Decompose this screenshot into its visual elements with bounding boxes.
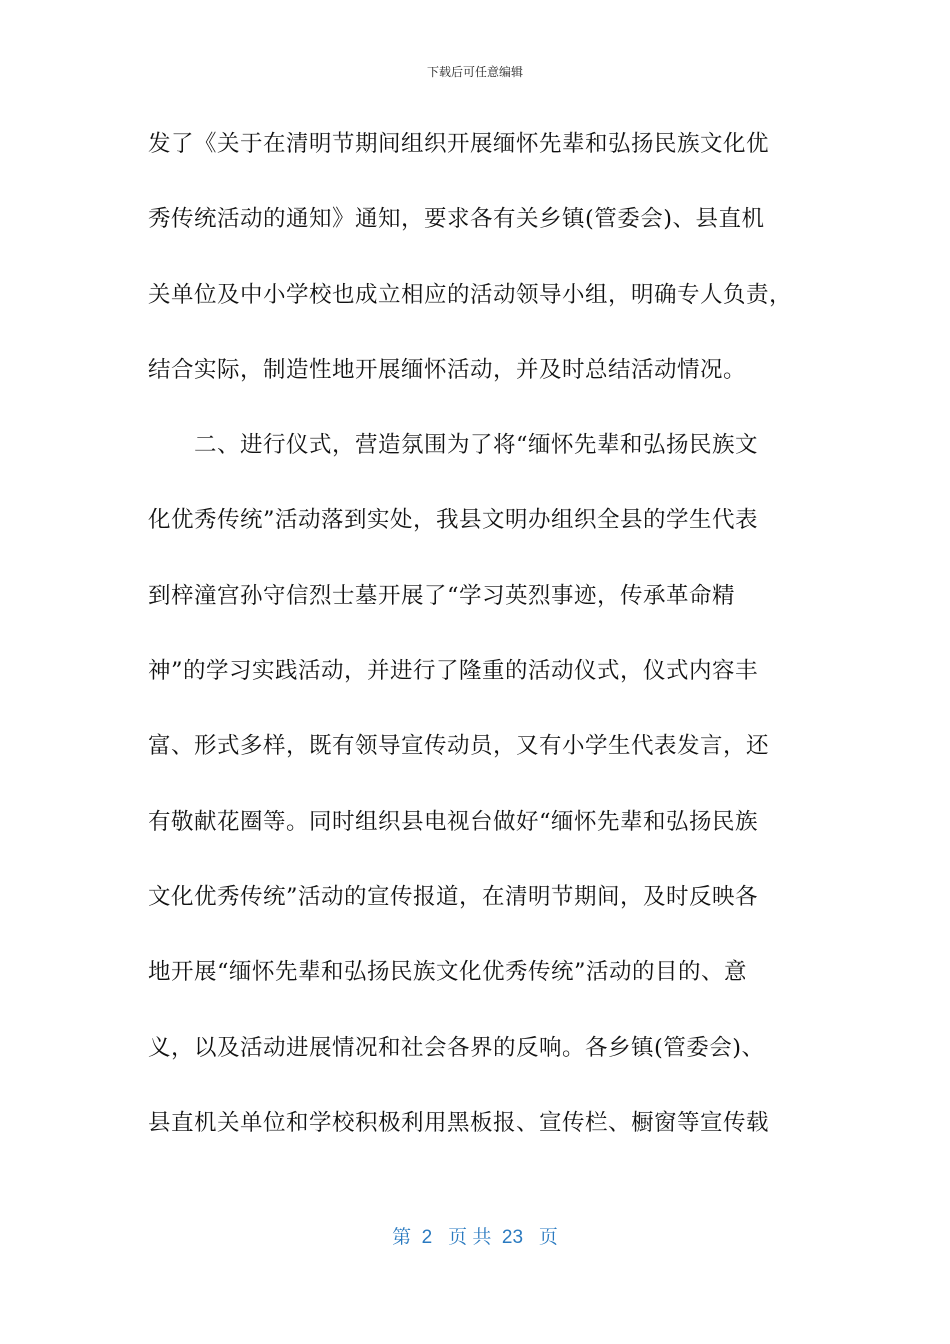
page-number-footer: 第 2 页 共 23 页 — [392, 1227, 558, 1248]
body-line: 二、进行仪式，营造氛围为了将“缅怀先辈和弘扬民族文 — [148, 432, 759, 459]
body-line: 结合实际，制造性地开展缅怀活动，并及时总结活动情况。 — [148, 356, 747, 383]
page-header: 下载后可任意编辑 — [426, 65, 523, 79]
body-line: 文化优秀传统”活动的宣传报道，在清明节期间，及时反映各 — [148, 883, 759, 910]
body-line: 到梓潼宫孙守信烈士墓开展了“学习英烈事迹，传承革命精 — [148, 582, 736, 609]
body-line: 化优秀传统”活动落到实处，我县文明办组织全县的学生代表 — [148, 507, 759, 534]
body-line: 地开展“缅怀先辈和弘扬民族文化优秀传统”活动的目的、意 — [148, 959, 748, 986]
body-line: 县直机关单位和学校积极利用黑板报、宣传栏、橱窗等宣传载 — [148, 1109, 770, 1136]
body-line: 关单位及中小学校也成立相应的活动领导小组，明确专人负责， — [148, 281, 793, 308]
document-body — [148, 118, 808, 1172]
body-line: 富、形式多样，既有领导宣传动员，又有小学生代表发言，还 — [148, 733, 770, 760]
body-line: 发了《关于在清明节期间组织开展缅怀先辈和弘扬民族文化优 — [148, 131, 770, 157]
body-line: 神”的学习实践活动，并进行了隆重的活动仪式，仪式内容丰 — [148, 658, 759, 685]
body-line: 义，以及活动进展情况和社会各界的反响。各乡镇(管委会)、 — [148, 1034, 765, 1061]
body-line: 秀传统活动的通知》通知，要求各有关乡镇(管委会)、县直机 — [148, 206, 765, 233]
body-line: 有敬献花圈等。同时组织县电视台做好“缅怀先辈和弘扬民族 — [148, 808, 759, 835]
